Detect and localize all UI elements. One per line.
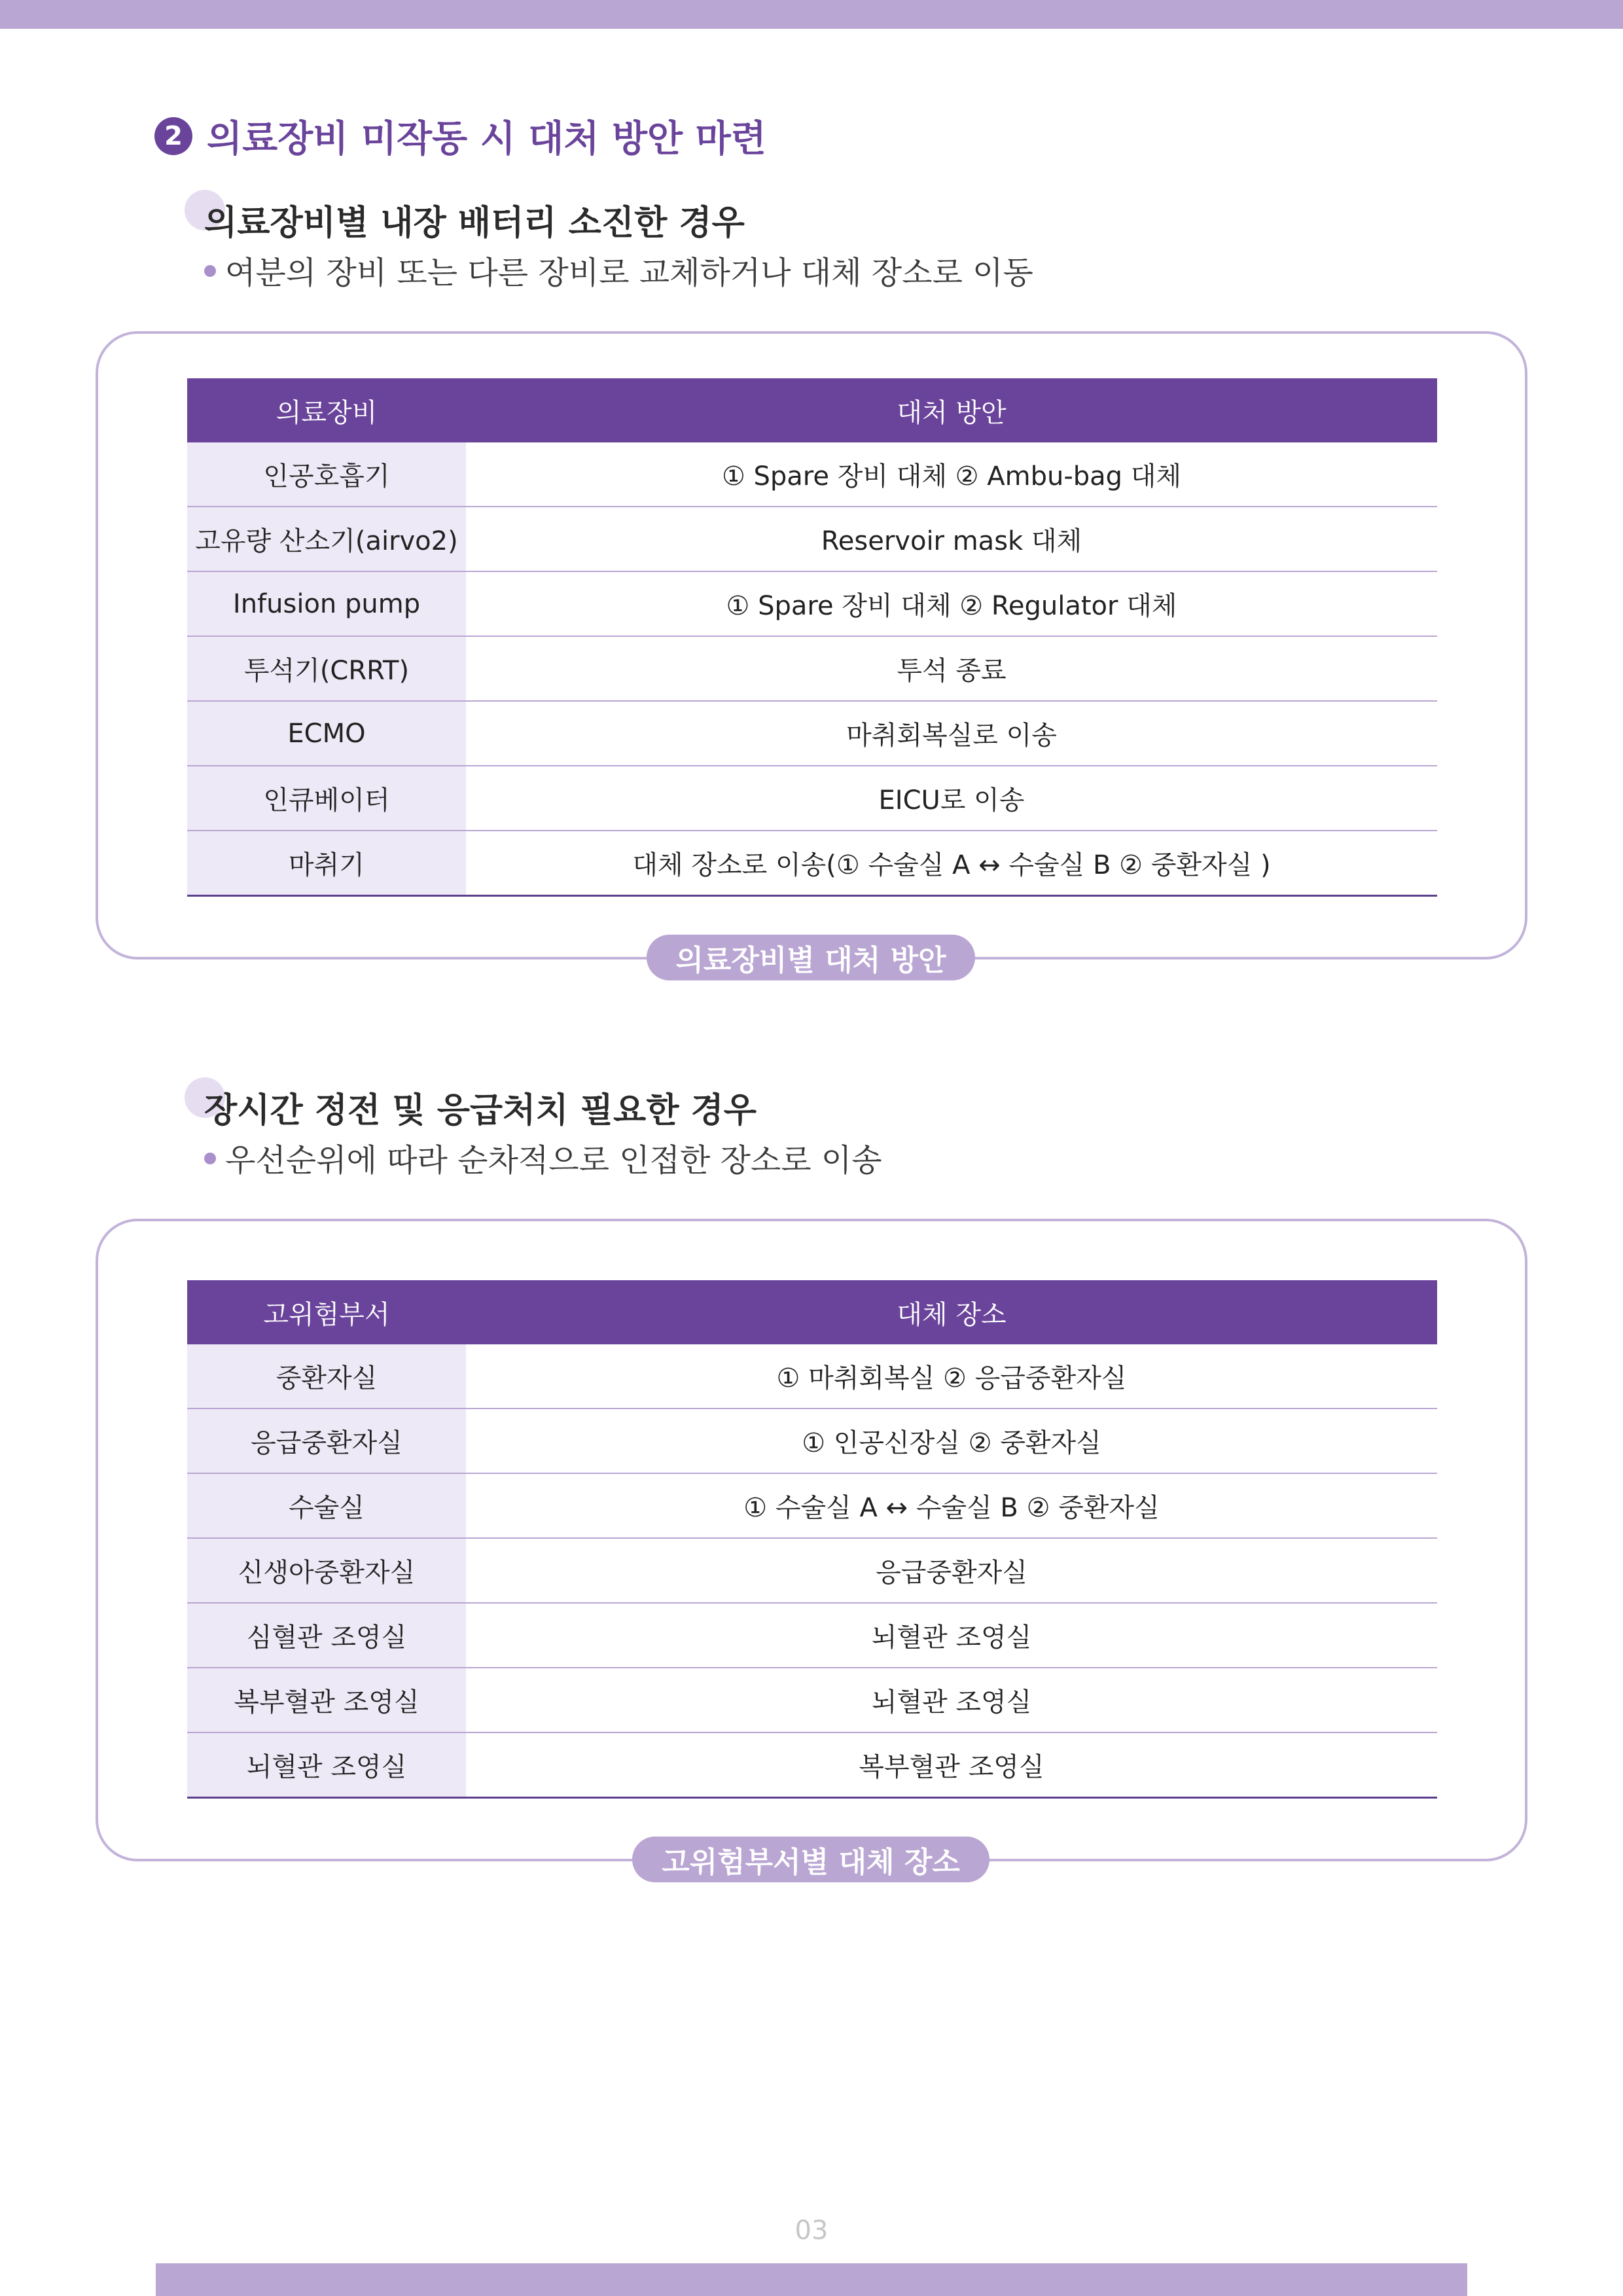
department-cell: 중환자실	[187, 1344, 466, 1408]
table-header-row	[187, 1280, 1437, 1344]
location-cell: 뇌혈관 조영실	[466, 1603, 1437, 1668]
header-department: 고위험부서	[187, 1280, 466, 1344]
response-cell: ① Spare 장비 대체 ② Ambu-bag 대체	[466, 442, 1437, 507]
equipment-cell: 투석기(CRRT)	[187, 636, 466, 701]
equipment-cell: 인큐베이터	[187, 766, 466, 831]
table-caption-department: 고위험부서별 대체 장소	[632, 1837, 990, 1882]
response-cell: ① Spare 장비 대체 ② Regulator 대체	[466, 571, 1437, 636]
top-band	[0, 0, 1623, 29]
equipment-cell: 고유량 산소기(airvo2)	[187, 507, 466, 571]
table-row	[187, 636, 1437, 701]
equipment-table-box	[96, 331, 1527, 960]
equipment-cell: Infusion pump	[187, 571, 466, 636]
equipment-cell: ECMO	[187, 701, 466, 766]
table-row	[187, 1344, 1437, 1408]
response-cell: 투석 종료	[466, 636, 1437, 701]
location-cell: 뇌혈관 조영실	[466, 1668, 1437, 1732]
department-cell: 심혈관 조영실	[187, 1603, 466, 1668]
department-cell: 수술실	[187, 1473, 466, 1538]
equipment-table	[187, 378, 1437, 897]
department-cell: 응급중환자실	[187, 1408, 466, 1473]
table-row	[187, 1473, 1437, 1538]
header-response: 대처 방안	[466, 378, 1437, 442]
equipment-cell: 마취기	[187, 831, 466, 896]
response-cell: 대체 장소로 이송(① 수술실 A ↔ 수술실 B ② 중환자실 )	[466, 831, 1437, 896]
table-row	[187, 1732, 1437, 1798]
table-row	[187, 831, 1437, 896]
subsection-title: 의료장비별 내장 배터리 소진한 경우	[204, 204, 745, 243]
response-cell: 마취회복실로 이송	[466, 701, 1437, 766]
table-row	[187, 1408, 1437, 1473]
section-title: 의료장비 미작동 시 대처 방안 마련	[207, 118, 766, 160]
subsection-description	[204, 1135, 882, 1180]
section-number-badge: 2	[154, 117, 192, 155]
table-row	[187, 1668, 1437, 1732]
location-cell: ① 인공신장실 ② 중환자실	[466, 1408, 1437, 1473]
department-table-box	[96, 1219, 1527, 1861]
page-number: 03	[794, 2215, 829, 2246]
department-cell: 뇌혈관 조영실	[187, 1732, 466, 1798]
location-cell: 복부혈관 조영실	[466, 1732, 1437, 1798]
response-cell: Reservoir mask 대체	[466, 507, 1437, 571]
table-row	[187, 507, 1437, 571]
table-caption-equipment: 의료장비별 대처 방안	[647, 935, 975, 980]
bullet-icon	[204, 265, 216, 277]
header-equipment: 의료장비	[187, 378, 466, 442]
bullet-icon	[204, 1153, 216, 1164]
department-table	[187, 1280, 1437, 1799]
table-row	[187, 442, 1437, 507]
location-cell: 응급중환자실	[466, 1538, 1437, 1603]
table-header-row	[187, 378, 1437, 442]
table-row	[187, 571, 1437, 636]
table-row	[187, 766, 1437, 831]
department-cell: 복부혈관 조영실	[187, 1668, 466, 1732]
table-row	[187, 1603, 1437, 1668]
bottom-band	[156, 2263, 1467, 2296]
description-text: 우선순위에 따라 순차적으로 인접한 장소로 이송	[225, 1142, 882, 1179]
table-row	[187, 1538, 1437, 1603]
table-row	[187, 701, 1437, 766]
description-text: 여분의 장비 또는 다른 장비로 교체하거나 대체 장소로 이동	[225, 255, 1033, 291]
header-alternative-location: 대체 장소	[466, 1280, 1437, 1344]
department-cell: 신생아중환자실	[187, 1538, 466, 1603]
response-cell: EICU로 이송	[466, 766, 1437, 831]
location-cell: ① 수술실 A ↔ 수술실 B ② 중환자실	[466, 1473, 1437, 1538]
subsection-title: 장시간 정전 및 응급처치 필요한 경우	[204, 1091, 757, 1130]
section-heading	[154, 110, 766, 162]
subsection-description	[204, 247, 1033, 293]
equipment-cell: 인공호흡기	[187, 442, 466, 507]
location-cell: ① 마취회복실 ② 응급중환자실	[466, 1344, 1437, 1408]
